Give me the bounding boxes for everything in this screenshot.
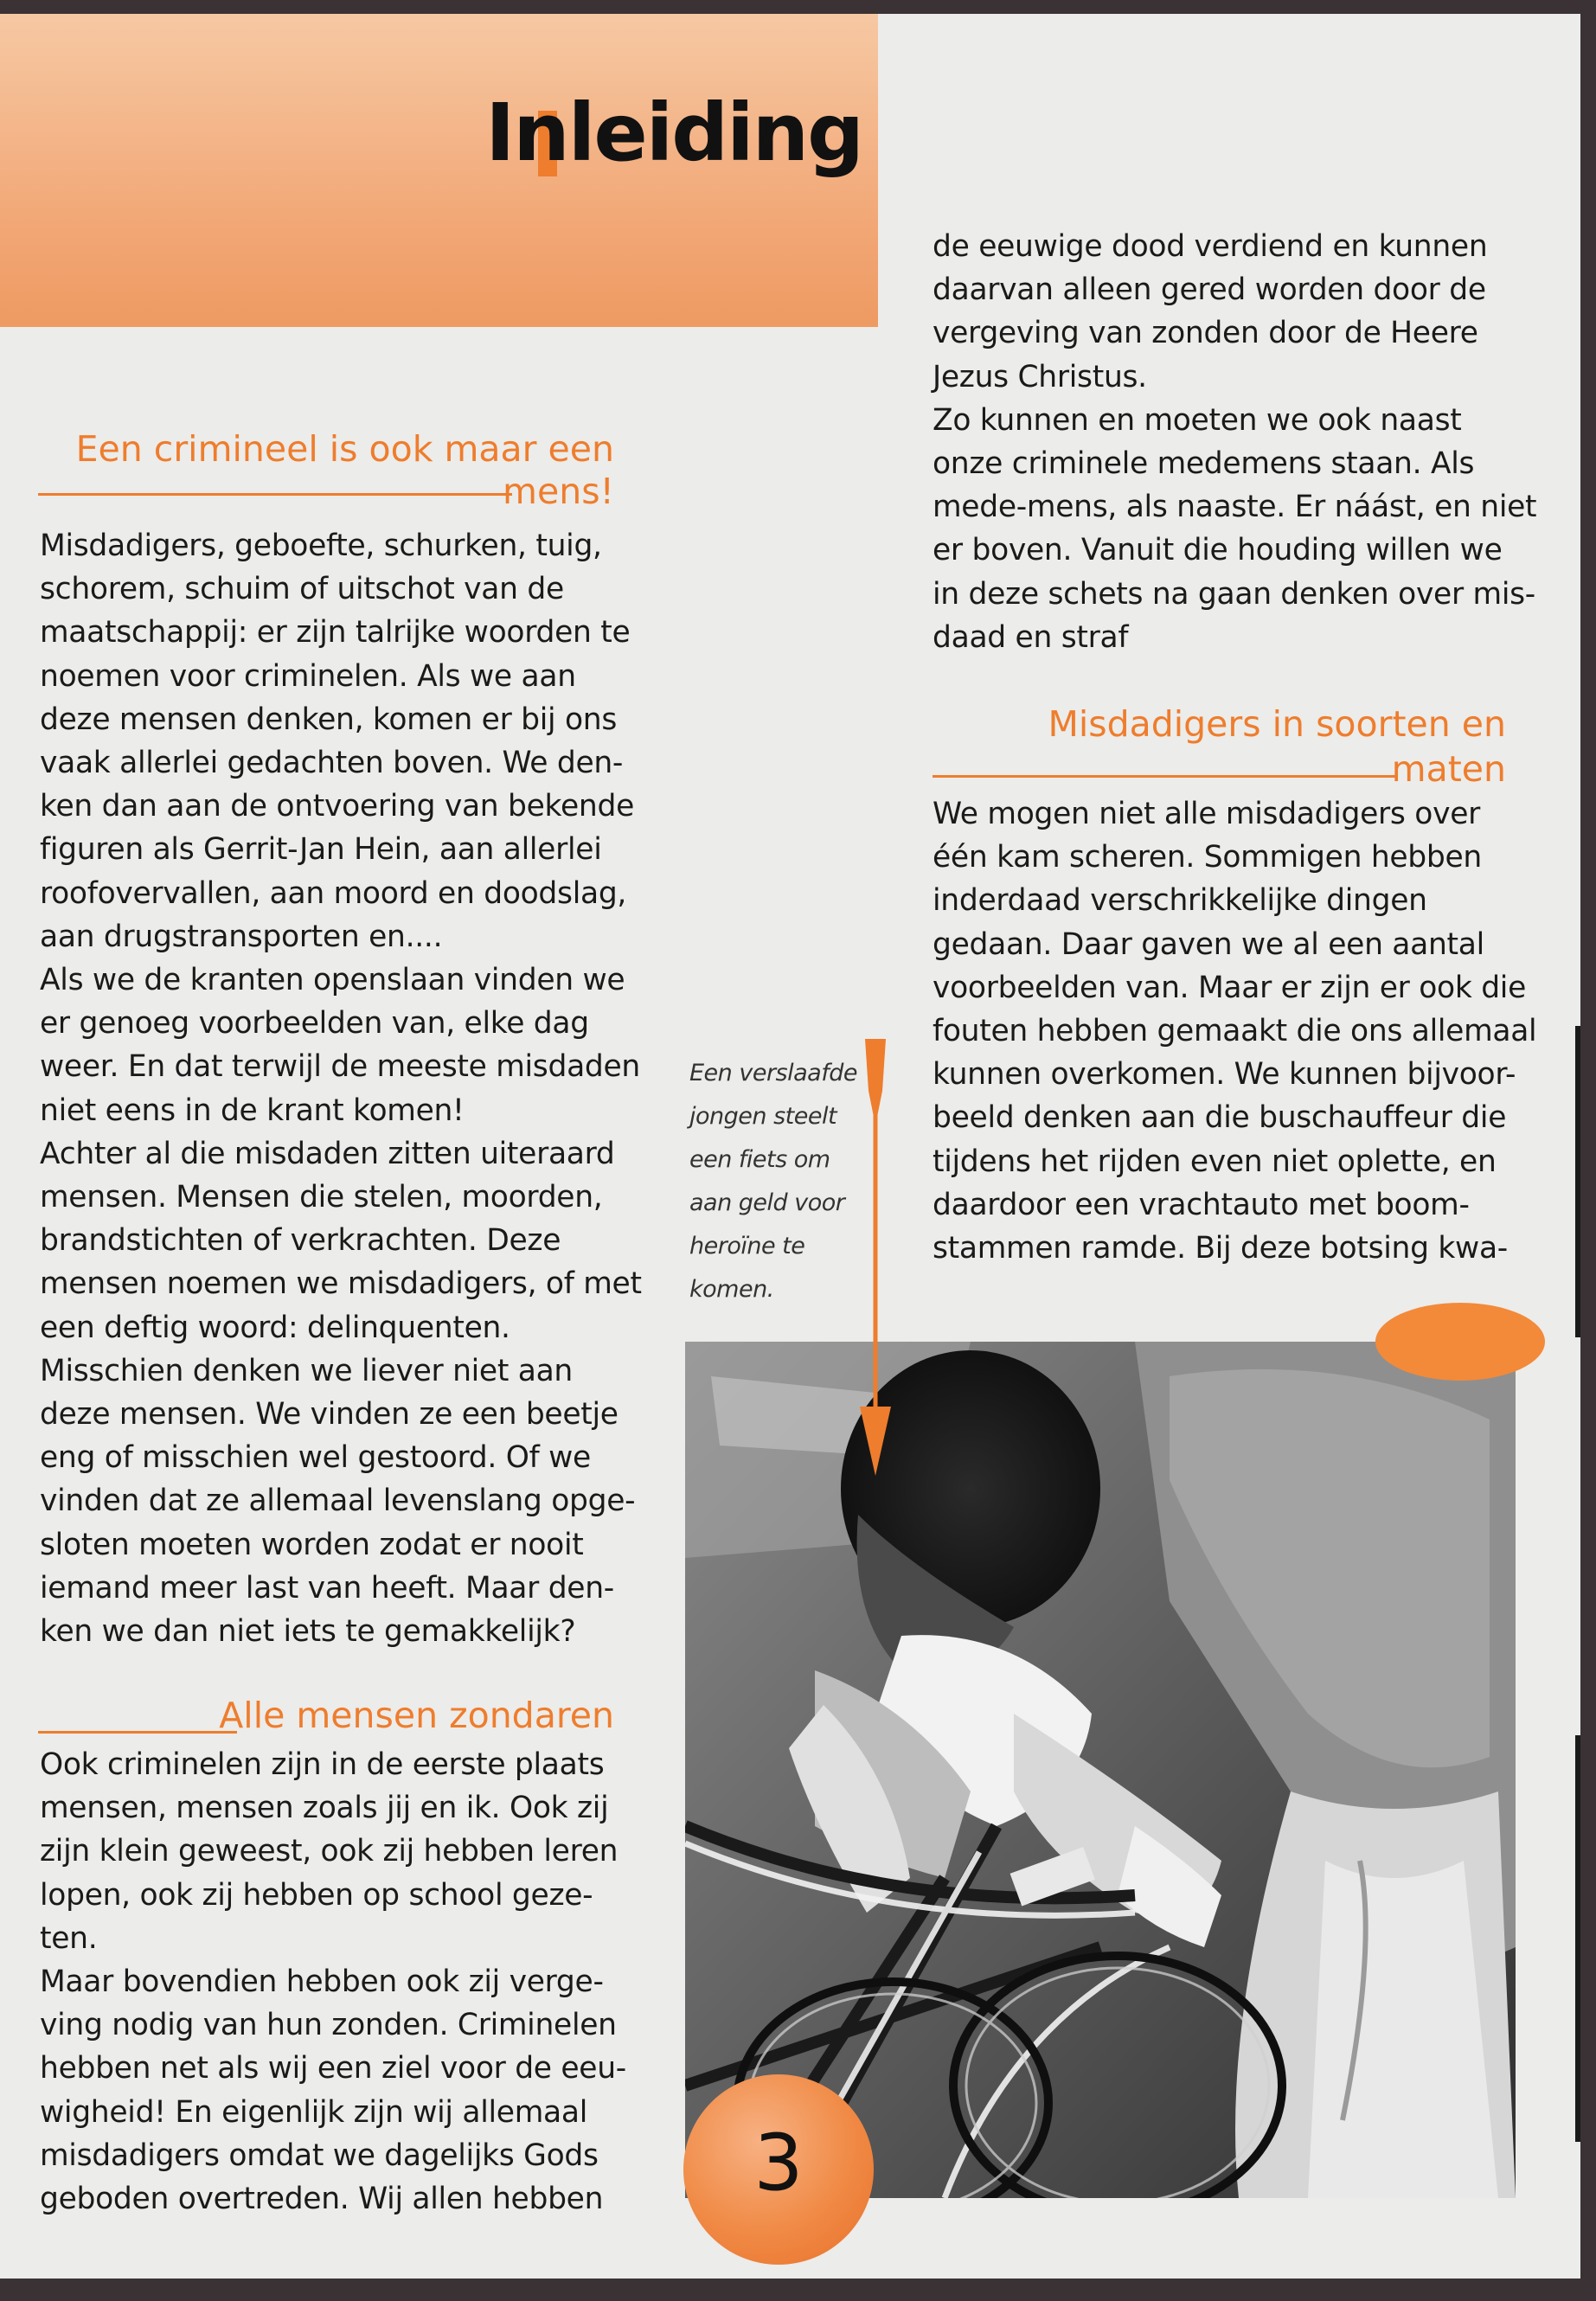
text-line: deze mensen denken, komen er bij ons [40,702,618,737]
text-line: gedaan. Daar gaven we al een aantal [933,926,1484,962]
text-line: aan drugstransporten en.... [40,919,443,954]
text-line: schorem, schuim of uitschot van de [40,572,564,607]
caption-pointer-arrow [856,1039,894,1476]
decorative-orange-oval [1375,1303,1545,1381]
section-heading-soorten [1048,702,1506,747]
text-line: één kam scheren. Sommigen hebben [933,840,1483,875]
section-body-zondaren [40,1743,645,2221]
section-heading-crimineel-end [503,470,614,514]
text-line: ving nodig van hun zonden. Criminelen [40,2008,617,2043]
text-line: Misschien denken we liever niet aan [40,1353,573,1388]
text-line: er boven. Vanuit die houding willen we [933,533,1503,568]
section-heading-line: maten [1391,748,1506,790]
caption-line: jongen steelt [689,1103,837,1130]
text-line: figuren als Gerrit-Jan Hein, aan allerlei [40,832,602,868]
text-line: beeld denken aan die buschauffeur die [933,1100,1507,1136]
text-line: in deze schets na gaan denken over mis- [933,576,1535,612]
text-line: We mogen niet alle misdadigers over [933,797,1481,831]
section-heading-crimineel [76,427,614,471]
text-line: de eeuwige dood verdiend en kunnen [933,229,1488,264]
section-heading-line: Alle mensen zondaren [219,1695,614,1736]
text-line: daad en straf [933,619,1129,655]
text-line: Maar bovendien hebben ook zij verge- [40,1965,604,2000]
section-body-continuation [933,225,1538,659]
section-rule [38,493,512,496]
photo-illustration [685,1342,1516,2198]
text-line: brandstichten of verkrachten. Deze [40,1223,561,1259]
text-line: noemen voor criminelen. Als we aan [40,658,576,694]
section-body-soorten [933,792,1538,1270]
text-line: ten. [40,1920,98,1956]
scan-edge-artifact [1575,1735,1580,2142]
text-line: ken dan aan de ontvoering van bekende [40,789,635,824]
section-heading-line: mens! [503,471,614,512]
section-heading-line: Misdadigers in soorten en [1048,703,1506,745]
text-line: hebben net als wij een ziel voor de eeu- [40,2051,626,2086]
text-line: niet eens in de krant komen! [40,1093,465,1128]
section-rule [38,1731,237,1734]
section-body-crimineel [40,524,645,1653]
text-line: deze mensen. We vinden ze een beetje [40,1397,619,1433]
text-line: misdadigers omdat we dagelijks Gods [40,2138,599,2173]
text-line: fouten hebben gemaakt die ons allemaal [933,1014,1537,1049]
text-line: stammen ramde. Bij deze botsing kwa- [933,1231,1508,1266]
text-line: tijdens het rijden even niet oplette, en [933,1144,1497,1179]
text-line: inderdaad verschrikkelijke dingen [933,883,1427,919]
photo-bicycle-theft [685,1342,1516,2198]
text-line: geboden overtreden. Wij allen hebben [40,2182,604,2217]
caption-line: Een verslaafde [689,1060,857,1086]
section-heading-line: Een crimineel is ook maar een [75,428,614,470]
text-line: weer. En dat terwijl de meeste misdaden [40,1049,641,1085]
photo-caption [689,1052,862,1311]
text-line: voorbeelden van. Maar er zijn er ook die [933,970,1527,1005]
text-line: vinden dat ze allemaal levenslang opge- [40,1484,636,1519]
text-line: onze criminele medemens staan. Als [933,446,1475,482]
text-line: mensen, mensen zoals jij en ik. Ook zij [40,1791,609,1826]
text-line: maatschappij: er zijn talrijke woorden te [40,615,631,651]
text-line: vergeving van zonden door de Heere [933,316,1478,351]
section-rule [933,775,1398,778]
text-line: wigheid! En eigenlijk zijn wij allemaal [40,2094,587,2130]
caption-line: komen. [689,1276,774,1303]
page-title: Inleiding [485,87,862,179]
text-line: Als we de kranten openslaan vinden we [40,963,625,998]
text-line: Zo kunnen en moeten we ook naast [933,402,1462,438]
text-line: mensen. Mensen die stelen, moorden, [40,1180,603,1215]
text-line: vaak allerlei gedachten boven. We den- [40,746,624,781]
text-line: iemand meer last van heeft. Maar den- [40,1570,614,1606]
text-line: Jezus Christus. [933,359,1147,394]
text-line: daarvan alleen gered worden door de [933,272,1486,308]
text-line: eng of misschien wel gestoord. Of we [40,1440,591,1476]
page-number: 3 [753,2118,804,2208]
text-line: lopen, ook zij hebben op school geze- [40,1877,593,1913]
text-line: Ook criminelen zijn in de eerste plaats [40,1747,605,1782]
text-line: Achter al die misdaden zitten uiteraard [40,1136,615,1171]
text-line: ken we dan niet iets te gemakkelijk? [40,1614,576,1650]
text-line: roofovervallen, aan moord en doodslag, [40,875,627,911]
text-line: een deftig woord: delinquenten. [40,1310,510,1345]
text-line: mensen noemen we misdadigers, of met [40,1266,642,1302]
text-line: daardoor een vrachtauto met boom- [933,1187,1470,1222]
text-line: zijn klein geweest, ook zij hebben leren [40,1834,619,1869]
text-line: kunnen overkomen. We kunnen bijvoor- [933,1057,1516,1093]
section-heading-zondaren [219,1694,614,1738]
scan-edge-artifact [1575,1026,1580,1337]
caption-line: een fiets om [689,1146,830,1173]
text-line: er genoeg voorbeelden van, elke dag [40,1006,589,1042]
text-line: mede-mens, als naaste. Er náást, en niet [933,490,1537,525]
text-line: Misdadigers, geboefte, schurken, tuig, [40,529,602,563]
text-line: sloten moeten worden zodat er nooit [40,1527,584,1562]
section-heading-soorten-end [1392,747,1506,792]
caption-line: aan geld voor [689,1189,845,1216]
caption-line: heroïne te [689,1233,805,1259]
